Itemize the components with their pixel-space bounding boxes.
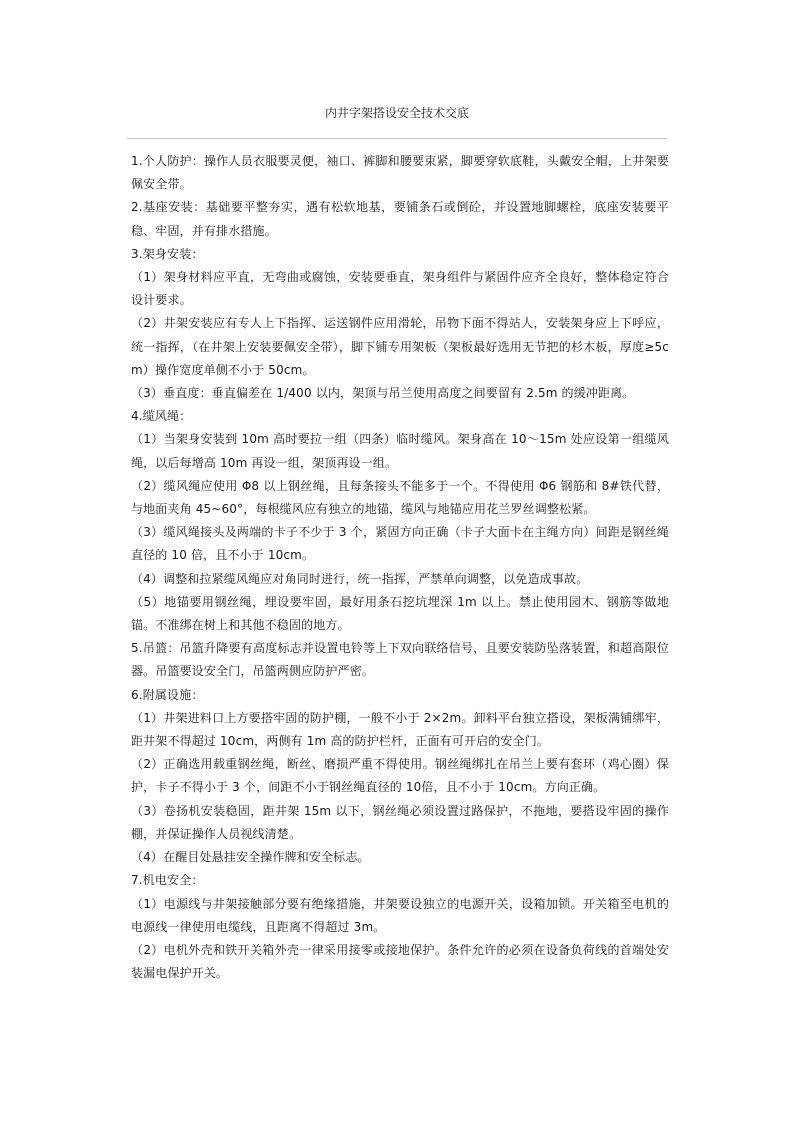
- paragraph: 7.机电安全：: [131, 873, 204, 888]
- paragraph: （2）正确选用载重钢丝绳，断丝、磨损严重不得使用。钢丝绳绑扎在吊兰上要有套环（鸡心圈）保护，卡子不得小于 3 个，间距不小于钢丝绳直径的 10倍，且不小于 10cm。方向正确。: [131, 757, 669, 795]
- paragraph: （4）调整和拉紧缆风绳应对角同时进行，统一指挥，严禁单向调整，以免造成事故。: [131, 571, 589, 586]
- paragraph: （2）缆风绳应使用 Φ8 以上钢丝绳，且每条接头不能多于一个。不得使用 Φ6 钢筋和 8#铁代替，与地面夹角 45~60°，每根缆风应有独立的地锚，缆风与地锚应用花兰罗丝调整松紧。: [131, 478, 669, 517]
- paragraph: 5.吊篮：吊篮升降要有高度标志并设置电铃等上下双向联络信号，且要安装防坠落装置，和超高限位器。吊篮要设安全门，吊篮两侧应防护严密。: [131, 641, 669, 679]
- paragraph: （1）电源线与井架接触部分要有绝缘措施，井架要设独立的电源开关，设箱加锁。开关箱至电机的电源线一律使用电缆线，且距离不得超过 3m。: [131, 896, 669, 934]
- paragraph: （2）井架安装应有专人上下指挥、运送钢件应用滑轮，吊物下面不得站人，安装架身应上下呼应，统一指挥，（在井架上安装要佩安全带），脚下铺专用架板（架板最好选用无节把的杉木板，厚度≥5cm）操作宽度单侧不小于 50cm。: [131, 316, 669, 377]
- paragraph: （3）垂直度：垂直偏差在 1/400 以内，架顶与吊兰使用高度之间要留有 2.5m 的缓冲距离。: [131, 386, 635, 401]
- paragraph: 6.附属设施：: [131, 687, 204, 702]
- paragraph: （4）在醒目处悬挂安全操作牌和安全标志。: [131, 850, 370, 865]
- paragraph: （3）卷扬机安装稳固，距井架 15m 以下，钢丝绳必须设置过路保护，不拖地，要搭设牢固的操作棚，并保证操作人员视线清楚。: [131, 803, 669, 841]
- paragraph: 1.个人防护：操作人员衣服要灵便，袖口、裤脚和腰要束紧，脚要穿软底鞋，头戴安全帽，上井架要佩安全带。: [131, 154, 669, 192]
- page-title: 内井字架搭设安全技术交底: [324, 106, 469, 120]
- paragraph: （2）电机外壳和铁开关箱外壳一律采用接零或接地保护。条件允许的必须在设备负荷线的首端处安装漏电保护开关。: [131, 942, 669, 981]
- title-divider: [127, 138, 667, 139]
- paragraph: 4.缆风绳：: [131, 409, 192, 424]
- paragraph: （1）井架进料口上方要搭牢固的防护棚，一般不小于 2×2m。卸料平台独立搭设，架板满铺绑牢，距井架不得超过 10cm，两侧有 1m 高的防护栏杆，正面有可开启的安全门。: [131, 710, 669, 749]
- paragraph: （1）当架身安装到 10m 高时要拉一组（四条）临时缆风。架身高在 10～15m 处应设第一组缆风绳，以后每增高 10m 再设一组，架顶再设一组。: [131, 432, 669, 470]
- paragraph: （5）地锚要用钢丝绳，埋设要牢固，最好用条石挖坑埋深 1m 以上。禁止使用园木、钢筋等做地锚。不准绑在树上和其他不稳固的地方。: [131, 594, 669, 633]
- paragraph: 2.基座安装：基础要平整夯实，遇有松软地基，要铺条石或倒砼，并设置地脚螺栓，底座安装要平稳、牢固，并有排水措施。: [131, 200, 669, 238]
- document-body: [131, 150, 669, 985]
- paragraph: （3）缆风绳接头及两端的卡子不少于 3 个，紧固方向正确（卡子大面卡在主绳方向）间距是钢丝绳直径的 10 倍，且不小于 10cm。: [131, 525, 669, 563]
- paragraph: 3.架身安装：: [131, 246, 204, 261]
- paragraph: （1）架身材料应平直，无弯曲或腐蚀，安装要垂直，架身组件与紧固件应齐全良好，整体稳定符合设计要求。: [131, 270, 669, 308]
